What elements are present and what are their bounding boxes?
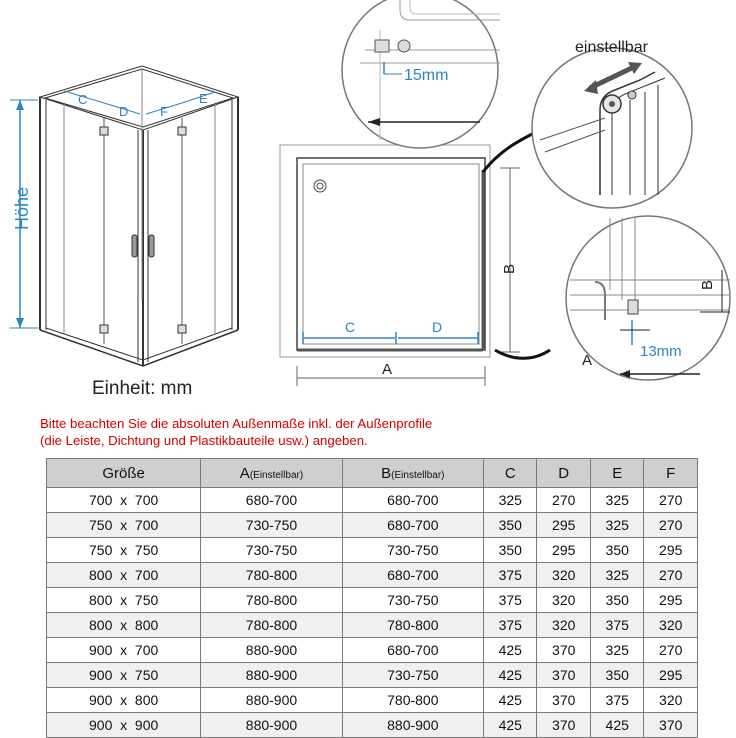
table-cell: 295 [644,588,698,613]
table-cell: 880-900 [201,713,342,738]
table-row [47,538,698,563]
table-row [47,488,698,513]
table-row [47,513,698,538]
table-cell: 880-900 [201,638,342,663]
table-cell: 325 [484,488,537,513]
size-table [46,458,698,738]
dim-letter-e: E [199,91,208,106]
table-cell: 325 [590,513,643,538]
header-sub: (Einstellbar) [391,469,445,481]
dim-letter-d: D [119,104,129,119]
table-cell: 320 [644,613,698,638]
header-main: C [504,464,516,482]
table-cell: 270 [644,513,698,538]
table-cell: 680-700 [201,488,342,513]
header-main: B [381,464,392,482]
table-cell: 425 [484,688,537,713]
table-row [47,563,698,588]
table-cell: 350 [590,663,643,688]
table-row [47,638,698,663]
table-row [47,663,698,688]
table-cell: 750 x 700 [47,513,201,538]
table-cell: 375 [484,613,537,638]
plan-cd-dimension [303,332,478,344]
header-main: Größe [102,464,145,482]
table-cell: 880-900 [342,713,483,738]
table-cell: 370 [644,713,698,738]
table-cell: 780-800 [201,588,342,613]
detail-adjust-circle [532,48,692,208]
table-cell: 425 [590,713,643,738]
table-cell: 350 [484,538,537,563]
table-cell: 320 [537,563,590,588]
table-cell: 780-800 [342,613,483,638]
table-body [47,488,698,738]
table-cell: 780-800 [201,563,342,588]
table-row [47,713,698,738]
table-row [47,588,698,613]
header-main: D [558,464,570,482]
table-cell: 320 [537,613,590,638]
table-cell: 680-700 [342,638,483,663]
plan-label-b: B [501,263,518,274]
connector-arc-bottom [495,350,550,358]
header-main: E [612,464,623,482]
height-label: Höhe [12,186,32,230]
table-cell: 425 [484,713,537,738]
table-header-row [47,459,698,488]
table-cell: 320 [644,688,698,713]
table-header-cell [47,459,201,488]
table-cell: 295 [644,538,698,563]
note-line-1: Bitte beachten Sie die absoluten Außenmaße inkl. der Außenprofile [40,416,433,431]
table-cell: 730-750 [201,513,342,538]
header-main: A [239,464,250,482]
table-header-cell [644,459,698,488]
table-cell: 730-750 [342,588,483,613]
table-cell: 780-800 [201,613,342,638]
dim-letter-f: F [160,104,168,119]
plan-view [280,145,520,386]
table-cell: 700 x 700 [47,488,201,513]
table-header-cell [342,459,483,488]
table-row [47,613,698,638]
header-main: F [666,464,676,482]
table-cell: 800 x 750 [47,588,201,613]
table-cell: 370 [537,638,590,663]
table-cell: 750 x 750 [47,538,201,563]
table-cell: 375 [590,613,643,638]
table-cell: 680-700 [342,513,483,538]
table-cell: 425 [484,638,537,663]
table-cell: 730-750 [201,538,342,563]
table-cell: 800 x 800 [47,613,201,638]
unit-label: Einheit: mm [92,378,193,399]
table-cell: 270 [537,488,590,513]
detail-adjust-label: einstellbar [575,39,648,56]
table-cell: 900 x 700 [47,638,201,663]
table-row [47,688,698,713]
table-cell: 370 [537,663,590,688]
table-cell: 780-800 [342,688,483,713]
table-cell: 900 x 800 [47,688,201,713]
detail-bottom-b-label: B [699,279,716,290]
detail-bottom-a-label: A [582,352,593,369]
table-cell: 350 [590,538,643,563]
table-cell: 375 [484,563,537,588]
dimension-note [40,415,720,449]
table-header-cell [484,459,537,488]
table-cell: 270 [644,488,698,513]
table-cell: 880-900 [201,663,342,688]
table-header-cell [537,459,590,488]
detail-top-gap-label: 15mm [404,67,449,84]
shower-enclosure-3d [40,66,238,366]
table-cell: 375 [590,688,643,713]
dim-letter-c: C [78,92,88,107]
table-cell: 295 [644,663,698,688]
table-cell: 425 [484,663,537,688]
table-cell: 375 [484,588,537,613]
plan-label-c: C [345,319,356,335]
table-cell: 350 [590,588,643,613]
table-cell: 800 x 700 [47,563,201,588]
table-cell: 730-750 [342,663,483,688]
table-header-cell [201,459,342,488]
table-header-cell [590,459,643,488]
connector-arc-top [483,130,540,172]
detail-bottom-gap-label: 13mm [640,343,682,360]
table-cell: 900 x 900 [47,713,201,738]
table-cell: 730-750 [342,538,483,563]
plan-label-a: A [382,361,393,378]
table-cell: 370 [537,688,590,713]
table-cell: 680-700 [342,488,483,513]
note-line-2: (die Leiste, Dichtung und Plastikbauteile usw.) angeben. [40,433,368,448]
table-cell: 270 [644,563,698,588]
table-cell: 295 [537,538,590,563]
table-cell: 370 [537,713,590,738]
table-cell: 325 [590,638,643,663]
header-sub: (Einstellbar) [249,469,304,481]
table-cell: 880-900 [201,688,342,713]
table-cell: 270 [644,638,698,663]
table-cell: 350 [484,513,537,538]
table-cell: 680-700 [342,563,483,588]
table-cell: 295 [537,513,590,538]
table-cell: 325 [590,488,643,513]
table-cell: 900 x 750 [47,663,201,688]
table-cell: 325 [590,563,643,588]
plan-label-d: D [432,319,443,335]
table-cell: 320 [537,588,590,613]
